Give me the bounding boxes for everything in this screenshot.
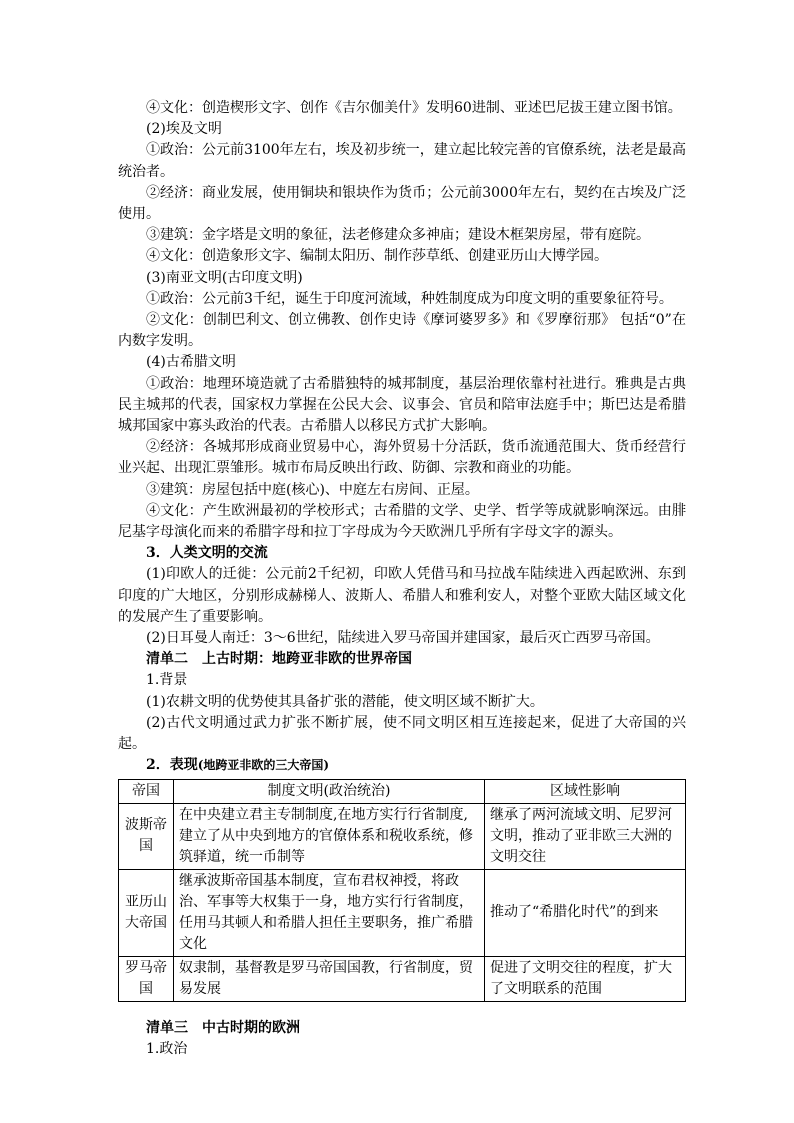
table-cell-system: 奴隶制，基督教是罗马帝国国教，行省制度，贸易发展 [174, 956, 485, 1001]
table-row [119, 869, 686, 956]
table-header-cell: 帝国 [119, 779, 174, 803]
list-three-heading [118, 1018, 686, 1039]
empires-table [118, 779, 686, 1002]
exchange-germanic-line: (2)日耳曼人南迁：3～6世纪，陆续进入罗马帝国并建国家，最后灭亡西罗马帝国。 [146, 630, 660, 647]
greece-architecture-line: ③建筑：房屋包括中庭(核心)、中庭左右房间、正屋。 [146, 481, 479, 498]
table-cell-empire: 罗马帝国 [119, 956, 174, 1001]
egypt-culture-line: ④文化：创造象形文字、编制太阳历、制作莎草纸、创建亚历山大博学园。 [146, 248, 608, 265]
table-cell-empire: 波斯帝国 [119, 803, 174, 869]
meso-culture-line: ④文化：创造楔形文字、创作《吉尔伽美什》发明60进制、亚述巴尼拔王建立图书馆。 [146, 100, 682, 116]
list-two-number: 清单二 [146, 651, 188, 668]
performance-title: 2．表现 [146, 757, 198, 774]
list-two-heading [118, 649, 686, 670]
exchange-heading: 3．人类文明的交流 [146, 545, 268, 562]
india-culture-line: ②文化：创制巴利文、创立佛教、创作史诗《摩诃婆罗多》和《罗摩衍那》 包括“0”在内数字发明。 [118, 312, 686, 350]
list-three-title: 中古时期的欧洲 [202, 1019, 300, 1036]
table-cell-influence: 促进了文明交往的程度，扩大了文明联系的范围 [485, 956, 686, 1001]
india-politics-line: ①政治：公元前3千纪，诞生于印度河流域，种姓制度成为印度文明的重要象征符号。 [146, 290, 673, 307]
india-heading: (3)南亚文明(古印度文明) [146, 269, 303, 286]
egypt-politics-line: ①政治：公元前3100年左右，埃及初步统一，建立起比较完善的官僚系统，法老是最高统治者。 [118, 142, 686, 180]
egypt-architecture-line: ③建筑：金字塔是文明的象征，法老修建众多神庙；建设木框架房屋，带有庭院。 [146, 227, 650, 244]
table-cell-influence: 继承了两河流域文明、尼罗河文明，推动了亚非欧三大洲的文明交往 [485, 803, 686, 869]
table-row [119, 803, 686, 869]
table-cell-empire: 亚历山大帝国 [119, 869, 174, 956]
table-cell-system: 继承波斯帝国基本制度，宣布君权神授，将政治、军事等大权集于一身，地方实行行省制度，任用马其顿人和希腊人担任主要职务，推广希腊文化 [174, 869, 485, 956]
exchange-indo-europeans-line: (1)印欧人的迁徙：公元前2千纪初，印欧人凭借马和马拉战车陆续进入西起欧洲、东到印度的广大地区，分别形成赫梯人、波斯人、希腊人和雅利安人，对整个亚欧大陆区域文化的发展产生了重要影响。 [118, 566, 686, 625]
table-header-cell: 制度文明(政治统治) [174, 779, 485, 803]
egypt-economy-line: ②经济：商业发展，使用铜块和银块作为货币；公元前3000年左右，契约在古埃及广泛使用。 [118, 184, 686, 223]
background-line-2: (2)古代文明通过武力扩张不断扩展，使不同文明区相互连接起来，促进了大帝国的兴起。 [118, 714, 686, 753]
table-row [119, 956, 686, 1001]
greece-culture-line: ④文化：产生欧洲最初的学校形式；古希腊的文学、史学、哲学等成就影响深远。由腓尼基字母演化而来的希腊字母和拉丁字母成为今天欧洲几乎所有字母文字的源头。 [118, 502, 686, 541]
list-three-number: 清单三 [146, 1019, 188, 1036]
greece-heading: (4)古希腊文明 [146, 354, 236, 371]
performance-heading [118, 755, 686, 776]
politics-heading: 1.政治 [146, 1040, 188, 1057]
table-header-cell: 区域性影响 [485, 779, 686, 803]
performance-subtitle: (地跨亚非欧的三大帝国) [197, 758, 330, 773]
table-cell-system: 在中央建立君主专制制度,在地方实行行省制度,建立了从中央到地方的官僚体系和税收系统，修筑驿道，统一币制等 [174, 803, 485, 869]
table-header-row [119, 779, 686, 803]
greece-politics-line: ①政治：地理环境造就了古希腊独特的城邦制度，基层治理依靠村社进行。雅典是古典民主城邦的代表，国家权力掌握在公民大会、议事会、官员和陪审法庭手中；斯巴达是希腊城邦国家中寡头政治的代表。古希腊人以移民方式扩大影响。 [118, 375, 686, 435]
document-page [118, 98, 686, 1060]
egypt-heading: (2)埃及文明 [146, 121, 222, 138]
background-line-1: (1)农耕文明的优势使其具备扩张的潜能，使文明区域不断扩大。 [146, 693, 544, 710]
background-heading: 1.背景 [146, 672, 188, 689]
list-two-title: 上古时期：地跨亚非欧的世界帝国 [202, 651, 412, 668]
table-cell-influence: 推动了“希腊化时代”的到来 [485, 869, 686, 956]
greece-economy-line: ②经济：各城邦形成商业贸易中心，海外贸易十分活跃，货币流通范围大、货币经营行业兴起、出现汇票雏形。城市布局反映出行政、防御、宗教和商业的功能。 [118, 439, 686, 477]
